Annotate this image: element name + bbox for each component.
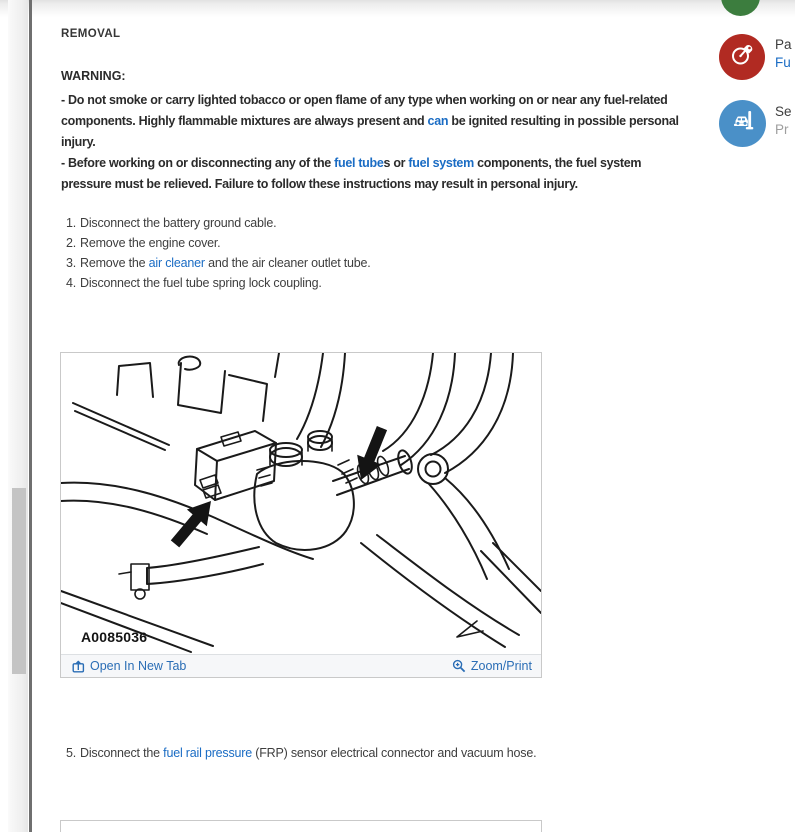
service-labels	[775, 103, 795, 139]
step-number: 3.	[65, 256, 76, 270]
step-number: 2.	[65, 236, 76, 250]
partial-green-badge[interactable]	[721, 0, 760, 16]
step-3	[61, 253, 371, 273]
step-5	[61, 743, 536, 763]
link-fuel-system[interactable]: fuel system	[408, 156, 474, 170]
open-in-new-tab-icon	[72, 660, 85, 673]
engine-diagram-image	[61, 353, 541, 654]
step-number: 4.	[65, 276, 76, 290]
fuel-pressure-badge[interactable]	[719, 34, 765, 80]
rail-label-1: Pa	[775, 37, 792, 52]
step-number: 1.	[65, 216, 76, 230]
link-air-cleaner[interactable]: air cleaner	[148, 256, 205, 270]
fuel-pressure-labels	[775, 36, 795, 72]
link-fuel-rail-pressure[interactable]: fuel rail pressure	[163, 746, 252, 760]
engine-line-art	[61, 353, 541, 654]
open-in-new-tab-link[interactable]	[72, 659, 186, 673]
step-text: Disconnect the battery ground cable.	[80, 216, 277, 230]
related-links-rail	[700, 0, 795, 300]
step-text: Remove the air cleaner and the air cleaner outlet tube.	[80, 256, 371, 270]
zoom-magnifier-icon	[452, 659, 466, 673]
warning-paragraph-2: - Before working on or disconnecting any of the fuel tubes or fuel system components, the fuel system pressure must be relieved. Failure to follow these instructions may result in personal injury.	[61, 156, 642, 191]
zoom-print-link[interactable]	[452, 659, 532, 673]
figure-toolbar	[61, 654, 541, 677]
step-2	[61, 233, 371, 253]
next-figure-card	[60, 820, 542, 832]
fuel-pressure-gauge-icon	[729, 42, 755, 73]
link-can[interactable]: can	[427, 114, 449, 128]
warning-block	[61, 69, 688, 195]
rail-link-1[interactable]: Fu	[775, 55, 791, 70]
step-text: Disconnect the fuel tube spring lock coupling.	[80, 276, 322, 290]
rail-sublabel-2: Pr	[775, 122, 789, 137]
procedure-steps	[61, 213, 371, 293]
step-1	[61, 213, 371, 233]
figure-id-label: A0085036	[81, 629, 148, 645]
rail-label-2: Se	[775, 104, 792, 119]
warning-label: WARNING:	[61, 69, 126, 83]
service-badge[interactable]	[719, 100, 766, 147]
step-text: Remove the engine cover.	[80, 236, 221, 250]
figure-card	[60, 352, 542, 678]
section-heading: REMOVAL	[61, 28, 121, 40]
step-4	[61, 273, 371, 293]
step-number: 5.	[65, 746, 76, 760]
link-fuel-tube[interactable]: fuel tube	[334, 156, 384, 170]
open-in-new-tab-label: Open In New Tab	[90, 659, 187, 673]
step-text: Disconnect the fuel rail pressure (FRP) sensor electrical connector and vacuum hose.	[80, 746, 537, 760]
panel-divider	[29, 0, 32, 832]
warning-paragraph-1: - Do not smoke or carry lighted tobacco or open flame of any type when working on or near any fuel-related components. Highly flammable mixtures are always present and can be ignited resulting in possible personal injury.	[61, 93, 679, 149]
vehicle-lift-icon	[730, 108, 756, 139]
zoom-print-label: Zoom/Print	[470, 659, 532, 673]
